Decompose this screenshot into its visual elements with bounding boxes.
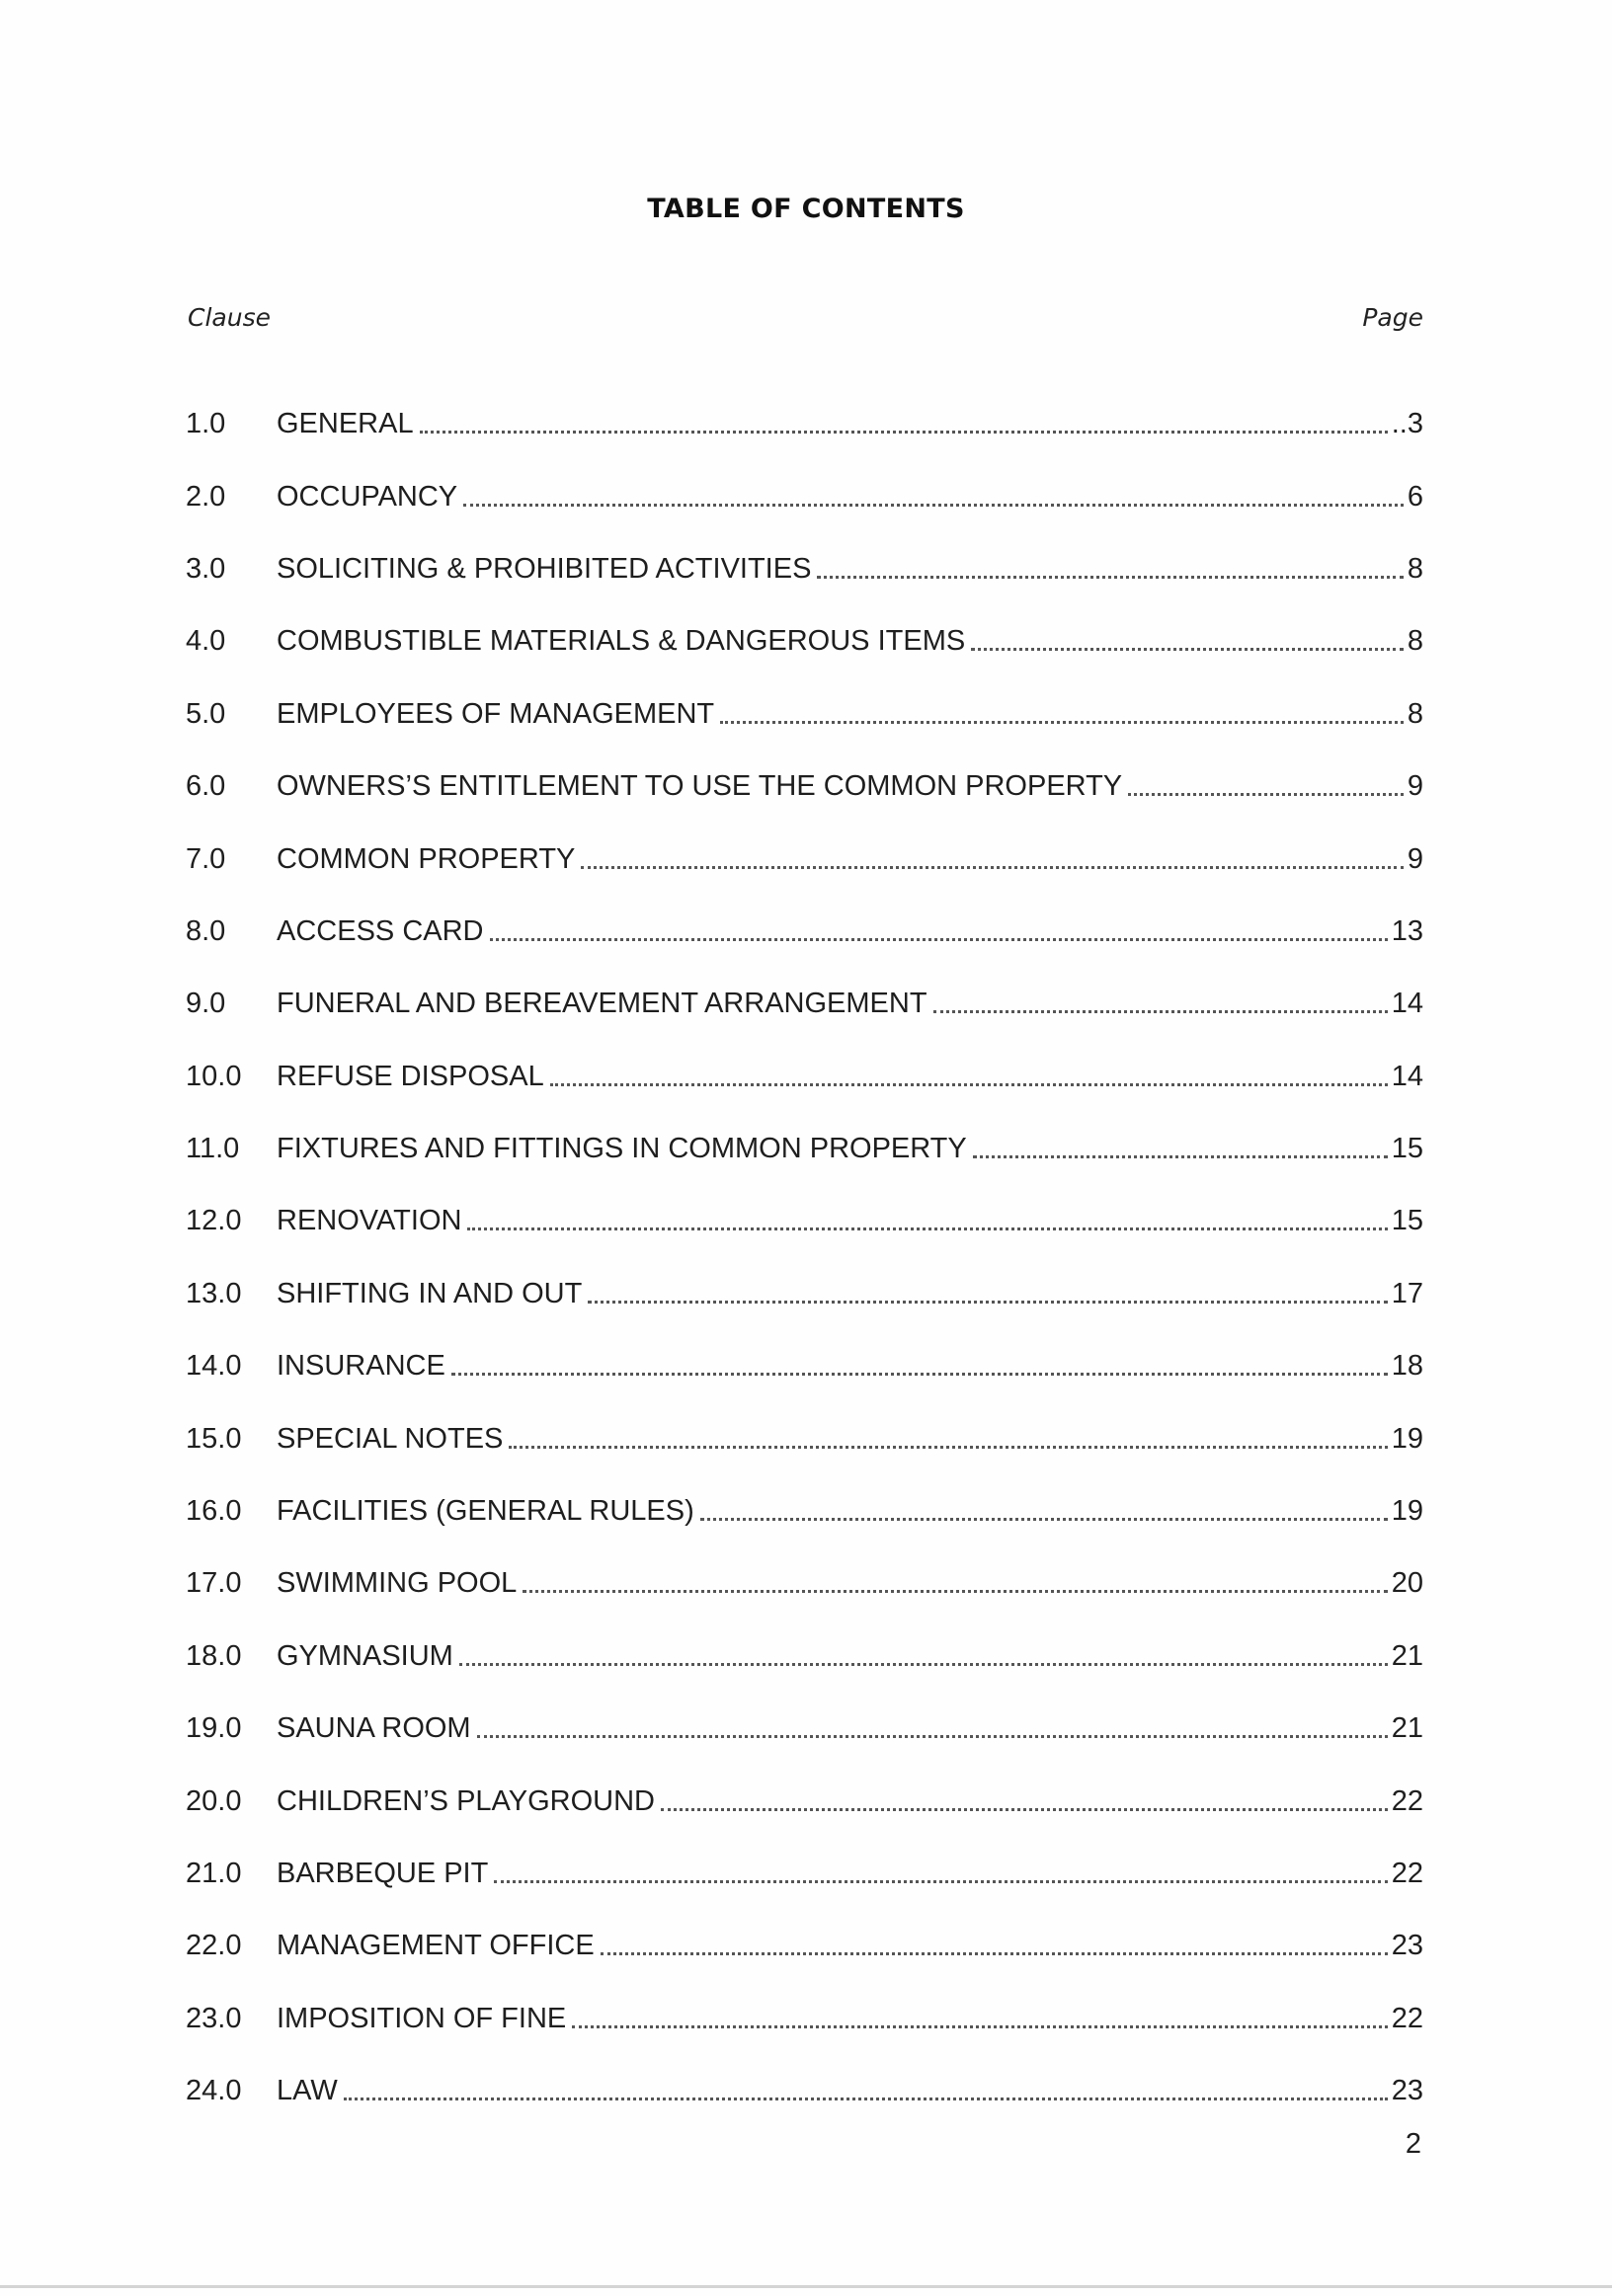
toc-entry-title: FACILITIES (GENERAL RULES) <box>277 1495 694 1528</box>
toc-entry-number: 17.0 <box>186 1567 242 1600</box>
toc-dot-leader <box>523 1590 1387 1593</box>
toc-entry-number: 4.0 <box>186 625 226 658</box>
toc-dot-leader <box>601 1952 1388 1955</box>
toc-dot-leader <box>467 1227 1387 1230</box>
toc-dot-leader <box>463 504 1404 507</box>
toc-entry-number: 2.0 <box>186 480 226 513</box>
toc-entry-page: 9 <box>1407 770 1423 803</box>
toc-entry-number: 20.0 <box>186 1784 242 1817</box>
toc-dot-leader <box>661 1808 1388 1811</box>
toc-entry-number: 13.0 <box>186 1277 242 1309</box>
toc-entry-title: GENERAL <box>277 408 414 440</box>
toc-entry-title: COMBUSTIBLE MATERIALS & DANGEROUS ITEMS <box>277 625 966 658</box>
toc-entry-title: IMPOSITION OF FINE <box>277 2002 567 2034</box>
toc-dot-leader <box>494 1880 1387 1883</box>
toc-dot-leader <box>509 1446 1387 1449</box>
clause-column-header: Clause <box>188 303 271 332</box>
page-number: 2 <box>1405 2128 1421 2160</box>
toc-entry-page: 8 <box>1407 552 1423 585</box>
toc-entry-number: 7.0 <box>186 842 226 875</box>
toc-entry-number: 22.0 <box>186 1930 242 1962</box>
toc-dot-leader <box>1128 793 1404 796</box>
toc-entry-page: 19 <box>1391 1422 1423 1455</box>
toc-dot-leader <box>973 1155 1388 1158</box>
toc-entry-number: 10.0 <box>186 1060 242 1092</box>
toc-heading: TABLE OF CONTENTS <box>647 194 965 224</box>
toc-dot-leader <box>477 1735 1388 1738</box>
toc-entry-number: 21.0 <box>186 1858 242 1889</box>
toc-entry-title: MANAGEMENT OFFICE <box>277 1930 595 1962</box>
toc-entry <box>186 533 1423 605</box>
toc-entry <box>186 1910 1423 1982</box>
toc-entry-page: 14 <box>1391 1060 1423 1092</box>
toc-dot-leader <box>588 1301 1387 1304</box>
toc-entry-title: SPECIAL NOTES <box>277 1422 504 1455</box>
toc-dot-leader <box>971 648 1404 651</box>
toc-entry-title: LAW <box>277 2075 338 2107</box>
toc-dot-leader <box>700 1518 1388 1521</box>
toc-entry-number: 15.0 <box>186 1422 242 1455</box>
toc-entry <box>186 1330 1423 1402</box>
toc-entry-page: 8 <box>1407 697 1423 730</box>
toc-entry-title: SHIFTING IN AND OUT <box>277 1277 583 1309</box>
toc-entry-page: 13 <box>1391 914 1423 947</box>
toc-entry <box>186 1838 1423 1910</box>
toc-dot-leader <box>581 866 1403 869</box>
toc-entry-number: 14.0 <box>186 1350 242 1383</box>
toc-entry-number: 16.0 <box>186 1495 242 1528</box>
toc-entry-title: BARBEQUE PIT <box>277 1858 489 1889</box>
toc-entry-page: 8 <box>1407 625 1423 658</box>
toc-entry-title: RENOVATION <box>277 1205 462 1237</box>
toc-entry-page: 23 <box>1391 2075 1423 2107</box>
toc-entry <box>186 678 1423 751</box>
toc-entry <box>186 1621 1423 1693</box>
toc-entry-number: 1.0 <box>186 408 226 440</box>
toc-dot-leader <box>933 1010 1388 1013</box>
toc-entry-page: 18 <box>1391 1350 1423 1383</box>
toc-dot-leader <box>720 721 1404 724</box>
toc-entry-number: 12.0 <box>186 1205 242 1237</box>
toc-entry <box>186 605 1423 677</box>
toc-entry <box>186 1475 1423 1547</box>
toc-entry-title: ACCESS CARD <box>277 914 484 947</box>
toc-entry-page: 15 <box>1391 1205 1423 1237</box>
toc-entry-page: 22 <box>1391 1784 1423 1817</box>
toc-entry-page: 9 <box>1407 842 1423 875</box>
toc-entry-page: 15 <box>1391 1133 1423 1165</box>
toc-dot-leader <box>451 1373 1388 1376</box>
page-column-header: Page <box>1362 303 1423 332</box>
toc-dot-leader <box>459 1663 1388 1666</box>
toc-entry-title: CHILDREN’S PLAYGROUND <box>277 1784 655 1817</box>
toc-entry-title: COMMON PROPERTY <box>277 842 576 875</box>
toc-entry-title: SWIMMING POOL <box>277 1567 518 1600</box>
toc-dot-leader <box>550 1083 1388 1086</box>
toc-entry-page: 21 <box>1391 1639 1423 1672</box>
toc-entry <box>186 460 1423 532</box>
toc-entry <box>186 1113 1423 1185</box>
toc-entry <box>186 1983 1423 2055</box>
toc-entry-number: 9.0 <box>186 988 226 1020</box>
toc-entry-number: 18.0 <box>186 1639 242 1672</box>
toc-entry-title: FIXTURES AND FITTINGS IN COMMON PROPERTY <box>277 1133 967 1165</box>
toc-entry-title: SOLICITING & PROHIBITED ACTIVITIES <box>277 552 812 585</box>
toc-entry-page: 21 <box>1391 1712 1423 1745</box>
toc-entry <box>186 751 1423 823</box>
toc-entry-number: 5.0 <box>186 697 226 730</box>
toc-entry-number: 23.0 <box>186 2002 242 2034</box>
toc-dot-leader <box>572 2025 1388 2028</box>
toc-entry-title: EMPLOYEES OF MANAGEMENT <box>277 697 715 730</box>
toc-entry-page: 22 <box>1391 2002 1423 2034</box>
toc-entry-number: 11.0 <box>186 1133 240 1165</box>
toc-entry-page: 14 <box>1391 988 1423 1020</box>
toc-dot-leader <box>344 2098 1388 2100</box>
toc-dot-leader <box>420 431 1388 434</box>
toc-entry <box>186 388 1423 460</box>
toc-dot-leader <box>490 938 1388 941</box>
toc-entry-page: 22 <box>1391 1858 1423 1889</box>
toc-entry <box>186 896 1423 968</box>
toc-entry <box>186 2055 1423 2127</box>
toc-entry <box>186 1765 1423 1837</box>
toc-entry-page: 23 <box>1391 1930 1423 1962</box>
toc-entry <box>186 968 1423 1040</box>
toc-entry-title: OWNERS’S ENTITLEMENT TO USE THE COMMON PROPERTY <box>277 770 1123 803</box>
toc-entry-page: 6 <box>1407 480 1423 513</box>
toc-entry-number: 3.0 <box>186 552 226 585</box>
toc-dot-leader <box>817 576 1403 579</box>
toc-entry-title: OCCUPANCY <box>277 480 458 513</box>
toc-entry-title: INSURANCE <box>277 1350 445 1383</box>
toc-entry-list <box>186 388 1423 2127</box>
toc-entry <box>186 823 1423 895</box>
toc-entry-page: ..3 <box>1391 408 1423 440</box>
toc-entry-title: FUNERAL AND BEREAVEMENT ARRANGEMENT <box>277 988 927 1020</box>
toc-entry-number: 19.0 <box>186 1712 242 1745</box>
toc-entry <box>186 1041 1423 1113</box>
toc-entry-page: 19 <box>1391 1495 1423 1528</box>
toc-entry-title: REFUSE DISPOSAL <box>277 1060 544 1092</box>
toc-entry <box>186 1185 1423 1257</box>
toc-entry <box>186 1258 1423 1330</box>
toc-entry <box>186 1693 1423 1765</box>
toc-entry-number: 6.0 <box>186 770 226 803</box>
toc-entry-number: 8.0 <box>186 914 226 947</box>
toc-entry-page: 20 <box>1391 1567 1423 1600</box>
toc-entry-page: 17 <box>1391 1277 1423 1309</box>
page-bottom-edge <box>0 2285 1612 2288</box>
toc-entry-title: GYMNASIUM <box>277 1639 453 1672</box>
toc-entry <box>186 1402 1423 1474</box>
toc-entry-number: 24.0 <box>186 2075 242 2107</box>
toc-entry <box>186 1547 1423 1620</box>
toc-entry-title: SAUNA ROOM <box>277 1712 471 1745</box>
